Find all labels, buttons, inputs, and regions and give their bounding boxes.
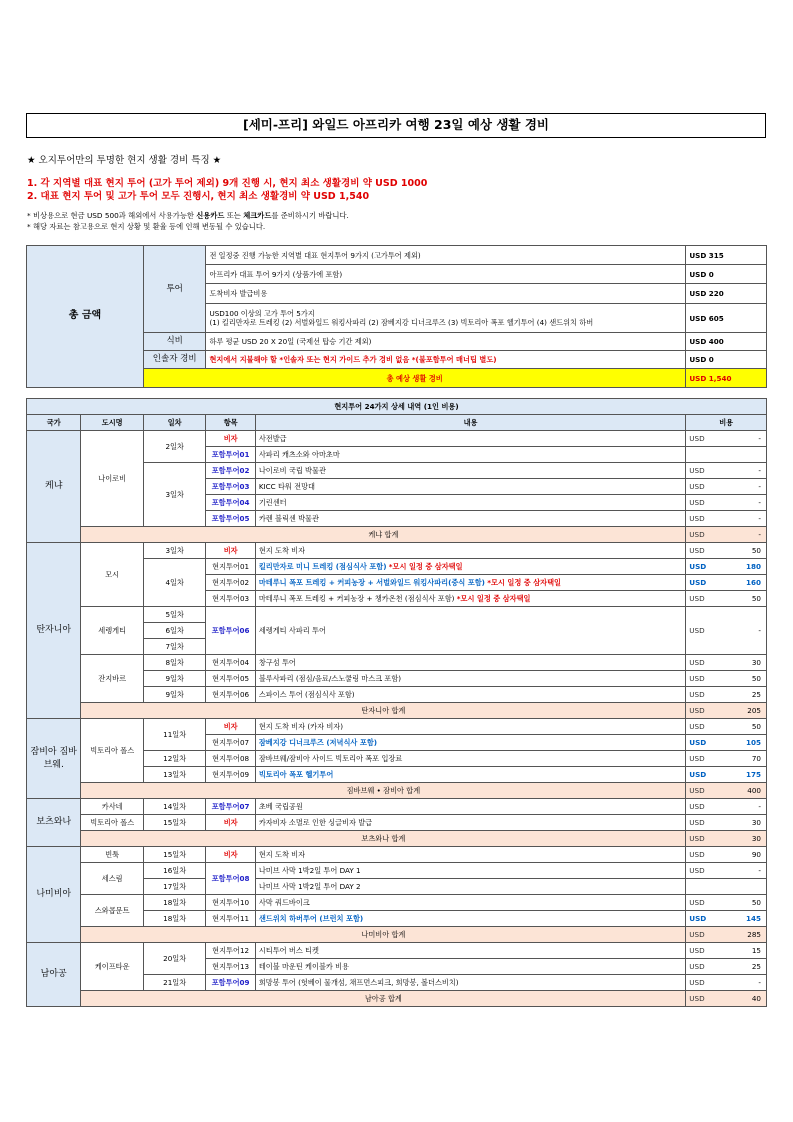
subtotal-kenya-label: 케냐 합계 (81, 527, 686, 543)
country-tanzania: 탄자니아 (27, 543, 81, 719)
cost-cell (686, 719, 767, 735)
cost-cell (686, 959, 767, 975)
cost-value: 50 (751, 674, 761, 683)
header-cost: 비용 (686, 415, 767, 431)
subtotal-botswana-cost (686, 831, 767, 847)
content-cell: 초베 국립공원 (255, 799, 685, 815)
summary-tour-cost-3: USD 220 (686, 284, 767, 304)
cost-cell (686, 799, 767, 815)
day-cell: 15일차 (143, 815, 206, 831)
cost-cell (686, 559, 767, 575)
content-cell (255, 559, 685, 575)
day-cell: 13일차 (143, 767, 206, 783)
cost-cell (686, 655, 767, 671)
country-south-africa: 남아공 (27, 943, 81, 1007)
cost-currency: USD (689, 978, 705, 987)
subtotal-tanzania-cost (686, 703, 767, 719)
city-zanzibar: 잔지바르 (81, 655, 144, 703)
content-cell: 카렌 블릭센 박물관 (255, 511, 685, 527)
cost-currency: USD (689, 722, 705, 731)
summary-tour-cost-2: USD 0 (686, 265, 767, 284)
cost-value: 50 (751, 898, 761, 907)
summary-leader-label: 인솔자 경비 (143, 351, 206, 369)
cost-value: - (758, 482, 761, 491)
cost-value: - (758, 978, 761, 987)
content-cell: 스파이스 투어 (점심식사 포함) (255, 687, 685, 703)
content-cell: 창구섬 투어 (255, 655, 685, 671)
cost-value: - (758, 802, 761, 811)
content-cell: 테이블 마운틴 케이블카 비용 (255, 959, 685, 975)
cost-currency: USD (689, 754, 705, 763)
cost-currency: USD (689, 498, 705, 507)
item-tag: 현지투어02 (206, 575, 255, 591)
day-cell: 3일차 (143, 463, 206, 527)
summary-tour-cost-1: USD 315 (686, 246, 767, 265)
summary-food-label: 식비 (143, 333, 206, 351)
cost-value: - (758, 514, 761, 523)
item-tag: 비자 (206, 847, 255, 863)
day-cell: 5일차 (143, 607, 206, 623)
day-cell: 9일차 (143, 671, 206, 687)
cost-cell (686, 431, 767, 447)
summary-tour-desc-4 (206, 304, 686, 333)
country-kenya: 케냐 (27, 431, 81, 543)
item-tag: 현지투어12 (206, 943, 255, 959)
subtotal-botswana-label: 보츠와나 합계 (81, 831, 686, 847)
cost-currency: USD (689, 914, 707, 923)
cost-value: 15 (751, 946, 761, 955)
cost-value: 90 (751, 850, 761, 859)
cost-currency: USD (689, 482, 705, 491)
content-cell: 사막 쿼드바이크 (255, 895, 685, 911)
item-tag: 현지투어04 (206, 655, 255, 671)
cost-cell (686, 751, 767, 767)
cost-cell (686, 671, 767, 687)
cost-cell (686, 863, 767, 879)
cost-currency: USD (689, 898, 705, 907)
item-tag: 포함투어01 (206, 447, 255, 463)
cost-cell (686, 895, 767, 911)
detail-title: 현지투어 24가지 상세 내역 (1인 비용) (27, 399, 767, 415)
intro-heading: ★ 오지투어만의 투명한 현지 생활 경비 특징 ★ (27, 155, 222, 166)
item-tag: 현지투어03 (206, 591, 255, 607)
cost-currency: USD (689, 770, 707, 779)
day-cell: 8일차 (143, 655, 206, 671)
summary-table (26, 245, 767, 388)
cost-currency: USD (689, 834, 705, 843)
day-cell: 6일차 (143, 623, 206, 639)
subtotal-zambia-label: 짐바브웨 • 잠비아 합계 (81, 783, 686, 799)
item-tag: 비자 (206, 815, 255, 831)
cost-cell (686, 607, 767, 655)
cost-currency: USD (689, 930, 705, 939)
cost-value: 105 (745, 738, 761, 747)
content-cell: 카자비자 소멸로 인한 싱글비자 발급 (255, 815, 685, 831)
summary-tour-desc-4-line2: (1) 킬리만자로 트레킹 (2) 서벌와일드 워킹사파리 (2) 잠베지강 디너크루즈 (3) 빅토리아 폭포 헬기투어 (4) 샌드위치 하버 (209, 318, 594, 327)
cost-currency: USD (689, 626, 705, 635)
day-cell: 20일차 (143, 943, 206, 975)
cost-value: - (758, 866, 761, 875)
summary-tour-desc-1: 전 일정중 진행 가능한 지역별 대표 현지투어 9가지 (고가투어 제외) (206, 246, 686, 265)
cost-currency: USD (689, 994, 705, 1003)
cost-cell (686, 687, 767, 703)
day-cell: 18일차 (143, 911, 206, 927)
cost-value: 160 (745, 578, 761, 587)
cost-cell (686, 879, 767, 895)
cost-currency: USD (689, 946, 705, 955)
day-cell: 11일차 (143, 719, 206, 751)
header-country: 국가 (27, 415, 81, 431)
country-zambia-zimbabwe: 잠비아 짐바브웨. (27, 719, 81, 799)
city-cape-town: 케이프타운 (81, 943, 144, 991)
summary-grand-total-label: 총 예상 생활 경비 (143, 369, 685, 388)
note-1-credit-card: 신용카드 (196, 211, 225, 220)
cost-currency: USD (689, 786, 705, 795)
content-cell: 잠베지강 디너크루즈 (저녁식사 포함) (255, 735, 685, 751)
city-nairobi: 나이로비 (81, 431, 144, 527)
cost-value: 30 (751, 658, 761, 667)
item-tag: 포함투어03 (206, 479, 255, 495)
content-cell: 사전발급 (255, 431, 685, 447)
content-cell (255, 591, 685, 607)
cost-currency: USD (689, 594, 705, 603)
country-botswana: 보츠와나 (27, 799, 81, 847)
item-tag: 현지투어05 (206, 671, 255, 687)
content-cell: KICC 타워 전망대 (255, 479, 685, 495)
content-cell: 희망봉 투어 (헛베이 물개섬, 채프먼스피크, 희망봉, 볼더스비치) (255, 975, 685, 991)
day-cell: 18일차 (143, 895, 206, 911)
content-text: 마테루니 폭포 트레킹 + 커피농장 + 챙카온천 (점심식사 포함) (258, 594, 455, 603)
note-2: * 해당 자료는 참고용으로 현지 상황 및 환율 등에 인해 변동될 수 있습니다. (27, 222, 266, 231)
cost-value: 70 (751, 754, 761, 763)
cost-value: - (758, 498, 761, 507)
header-city: 도시명 (81, 415, 144, 431)
cost-currency: USD (689, 850, 705, 859)
summary-grand-total-cost: USD 1,540 (686, 369, 767, 388)
city-victoria-falls: 빅토리아 폴스 (81, 719, 144, 783)
day-cell: 17일차 (143, 879, 206, 895)
cost-currency: USD (689, 674, 705, 683)
content-cell: 현지 도착 비자 (카자 비자) (255, 719, 685, 735)
cost-currency: USD (689, 706, 705, 715)
city-windhoek: 빈툭 (81, 847, 144, 863)
cost-value: 175 (745, 770, 761, 779)
content-cell: 사파리 캐츠소와 아마초마 (255, 447, 685, 463)
item-tag: 현지투어06 (206, 687, 255, 703)
subtotal-south-africa-label: 남아공 합계 (81, 991, 686, 1007)
note-1-text-c: 또는 (224, 211, 244, 220)
note-1-check-card: 체크카드 (243, 211, 272, 220)
cost-cell (686, 575, 767, 591)
content-cell: 나이로비 국립 박물관 (255, 463, 685, 479)
cost-currency: USD (689, 658, 705, 667)
cost-currency: USD (689, 962, 705, 971)
note-1-text-e: 를 준비하시기 바랍니다. (271, 211, 349, 220)
summary-tour-desc-3: 도착비자 발급비용 (206, 284, 686, 304)
cost-cell (686, 911, 767, 927)
item-tag: 현지투어13 (206, 959, 255, 975)
cost-value: 40 (751, 994, 761, 1003)
content-cell: 시티투어 버스 티켓 (255, 943, 685, 959)
city-victoria-falls: 빅토리아 폴스 (81, 815, 144, 831)
item-tag: 현지투어07 (206, 735, 255, 751)
day-cell: 12일차 (143, 751, 206, 767)
detail-table (26, 398, 767, 1007)
summary-tour-desc-4-line1: USD100 이상의 고가 투어 5가지 (209, 309, 315, 318)
day-cell: 3일차 (143, 543, 206, 559)
cost-value: 50 (751, 722, 761, 731)
city-moshi: 모시 (81, 543, 144, 607)
cost-currency: USD (689, 514, 705, 523)
cost-cell (686, 479, 767, 495)
content-cell: 나미브 사막 1박2일 투어 DAY 2 (255, 879, 685, 895)
item-tag: 포함투어08 (206, 863, 255, 895)
item-tag: 현지투어01 (206, 559, 255, 575)
content-cell (255, 575, 685, 591)
day-cell: 14일차 (143, 799, 206, 815)
day-cell: 21일차 (143, 975, 206, 991)
day-cell: 15일차 (143, 847, 206, 863)
cost-cell (686, 511, 767, 527)
cost-cell (686, 447, 767, 463)
city-sesriem: 세스림 (81, 863, 144, 895)
content-cell: 잠바브웨/잠비아 사이드 빅토리아 폭포 입장료 (255, 751, 685, 767)
content-note: *모시 일정 중 삼자택일 (388, 562, 463, 571)
cost-cell (686, 463, 767, 479)
summary-total-label: 총 금액 (27, 246, 144, 388)
cost-cell (686, 975, 767, 991)
cost-currency: USD (689, 562, 707, 571)
subtotal-tanzania-label: 탄자니아 합계 (81, 703, 686, 719)
cost-value: 30 (751, 818, 761, 827)
cost-value: 25 (751, 690, 761, 699)
cost-currency: USD (689, 434, 705, 443)
intro-point-2: 2. 대표 현지 투어 및 고가 투어 모두 진행시, 현지 최소 생활경비 약 USD 1,540 (27, 191, 370, 202)
item-tag: 현지투어09 (206, 767, 255, 783)
day-cell: 7일차 (143, 639, 206, 655)
item-tag: 포함투어05 (206, 511, 255, 527)
item-tag: 포함투어02 (206, 463, 255, 479)
cost-value: 205 (747, 706, 761, 715)
cost-currency: USD (689, 866, 705, 875)
day-cell: 4일차 (143, 559, 206, 607)
note-1 (27, 211, 349, 221)
cost-currency: USD (689, 818, 705, 827)
item-tag: 포함투어09 (206, 975, 255, 991)
cost-value: 400 (747, 786, 761, 795)
content-note: *모시 일정 중 삼자택일 (487, 578, 561, 587)
item-tag: 비자 (206, 543, 255, 559)
subtotal-namibia-cost (686, 927, 767, 943)
cost-currency: USD (689, 578, 707, 587)
subtotal-kenya-cost (686, 527, 767, 543)
content-cell: 세렝게티 사파리 투어 (255, 607, 685, 655)
cost-cell (686, 543, 767, 559)
content-note: *모시 일정 중 삼자택일 (456, 594, 531, 603)
content-text: 마테루니 폭포 트레킹 + 커피농장 + 서벌와일드 워킹사파리(중식 포함) (258, 578, 485, 587)
header-item: 항목 (206, 415, 255, 431)
cost-currency: USD (689, 546, 705, 555)
content-text: 킬리만자로 미니 트레킹 (점심식사 포함) (258, 562, 387, 571)
summary-tour-cost-4: USD 605 (686, 304, 767, 333)
item-tag: 현지투어10 (206, 895, 255, 911)
cost-cell (686, 815, 767, 831)
header-content: 내용 (255, 415, 685, 431)
cost-currency: USD (689, 802, 705, 811)
cost-value: 50 (751, 546, 761, 555)
day-cell: 16일차 (143, 863, 206, 879)
intro-point-1: 1. 각 지역별 대표 현지 투어 (고가 투어 제외) 9개 진행 시, 현지 최소 생활경비 약 USD 1000 (27, 178, 428, 189)
content-cell: 현지 도착 비자 (255, 847, 685, 863)
cost-value: - (758, 626, 761, 635)
cost-value: 285 (747, 930, 761, 939)
country-namibia: 나미비아 (27, 847, 81, 943)
cost-currency: USD (689, 530, 705, 539)
cost-value: 50 (751, 594, 761, 603)
summary-leader-desc: 현지에서 지불해야 할 *인솔자 또는 현지 가이드 추가 경비 없음 *(불포함투어 매너팁 별도) (206, 351, 686, 369)
subtotal-south-africa-cost (686, 991, 767, 1007)
content-cell: 샌드위치 하버투어 (브런치 포함) (255, 911, 685, 927)
cost-currency: USD (689, 738, 707, 747)
cost-cell (686, 847, 767, 863)
content-cell: 빅토리아 폭포 헬기투어 (255, 767, 685, 783)
page-title: [세미-프리] 와일드 아프리카 여행 23일 예상 생활 경비 (26, 113, 766, 138)
cost-cell (686, 767, 767, 783)
subtotal-namibia-label: 나미비아 합계 (81, 927, 686, 943)
cost-value: - (758, 530, 761, 539)
day-cell: 2일차 (143, 431, 206, 463)
day-cell: 9일차 (143, 687, 206, 703)
item-tag: 포함투어04 (206, 495, 255, 511)
cost-value: 30 (751, 834, 761, 843)
summary-food-cost: USD 400 (686, 333, 767, 351)
item-tag: 비자 (206, 431, 255, 447)
item-tag: 현지투어08 (206, 751, 255, 767)
city-swakopmund: 스와콥문트 (81, 895, 144, 927)
note-1-text-a: * 비상용으로 현금 USD 500과 해외에서 사용가능한 (27, 211, 197, 220)
city-kasane: 카사네 (81, 799, 144, 815)
subtotal-zambia-cost (686, 783, 767, 799)
item-tag: 포함투어07 (206, 799, 255, 815)
cost-currency: USD (689, 466, 705, 475)
item-tag: 비자 (206, 719, 255, 735)
summary-tour-label: 투어 (143, 246, 206, 333)
summary-tour-desc-2: 아프리카 대표 투어 9가지 (상품가에 포함) (206, 265, 686, 284)
cost-cell (686, 495, 767, 511)
cost-value: 145 (745, 914, 761, 923)
content-cell: 나미브 사막 1박2일 투어 DAY 1 (255, 863, 685, 879)
cost-value: 180 (745, 562, 761, 571)
content-cell: 현지 도착 비자 (255, 543, 685, 559)
item-tag: 현지투어11 (206, 911, 255, 927)
cost-cell (686, 591, 767, 607)
content-cell: 블루사파리 (점심/음료/스노쿨링 마스크 포함) (255, 671, 685, 687)
content-cell: 기린센터 (255, 495, 685, 511)
header-day: 일차 (143, 415, 206, 431)
summary-leader-cost: USD 0 (686, 351, 767, 369)
cost-cell (686, 943, 767, 959)
summary-food-desc: 하루 평균 USD 20 X 20일 (국제선 탑승 기간 제외) (206, 333, 686, 351)
cost-currency: USD (689, 690, 705, 699)
item-tag: 포함투어06 (206, 607, 255, 655)
cost-value: - (758, 466, 761, 475)
city-serengeti: 세렝게티 (81, 607, 144, 655)
cost-cell (686, 735, 767, 751)
cost-value: - (758, 434, 761, 443)
cost-value: 25 (751, 962, 761, 971)
